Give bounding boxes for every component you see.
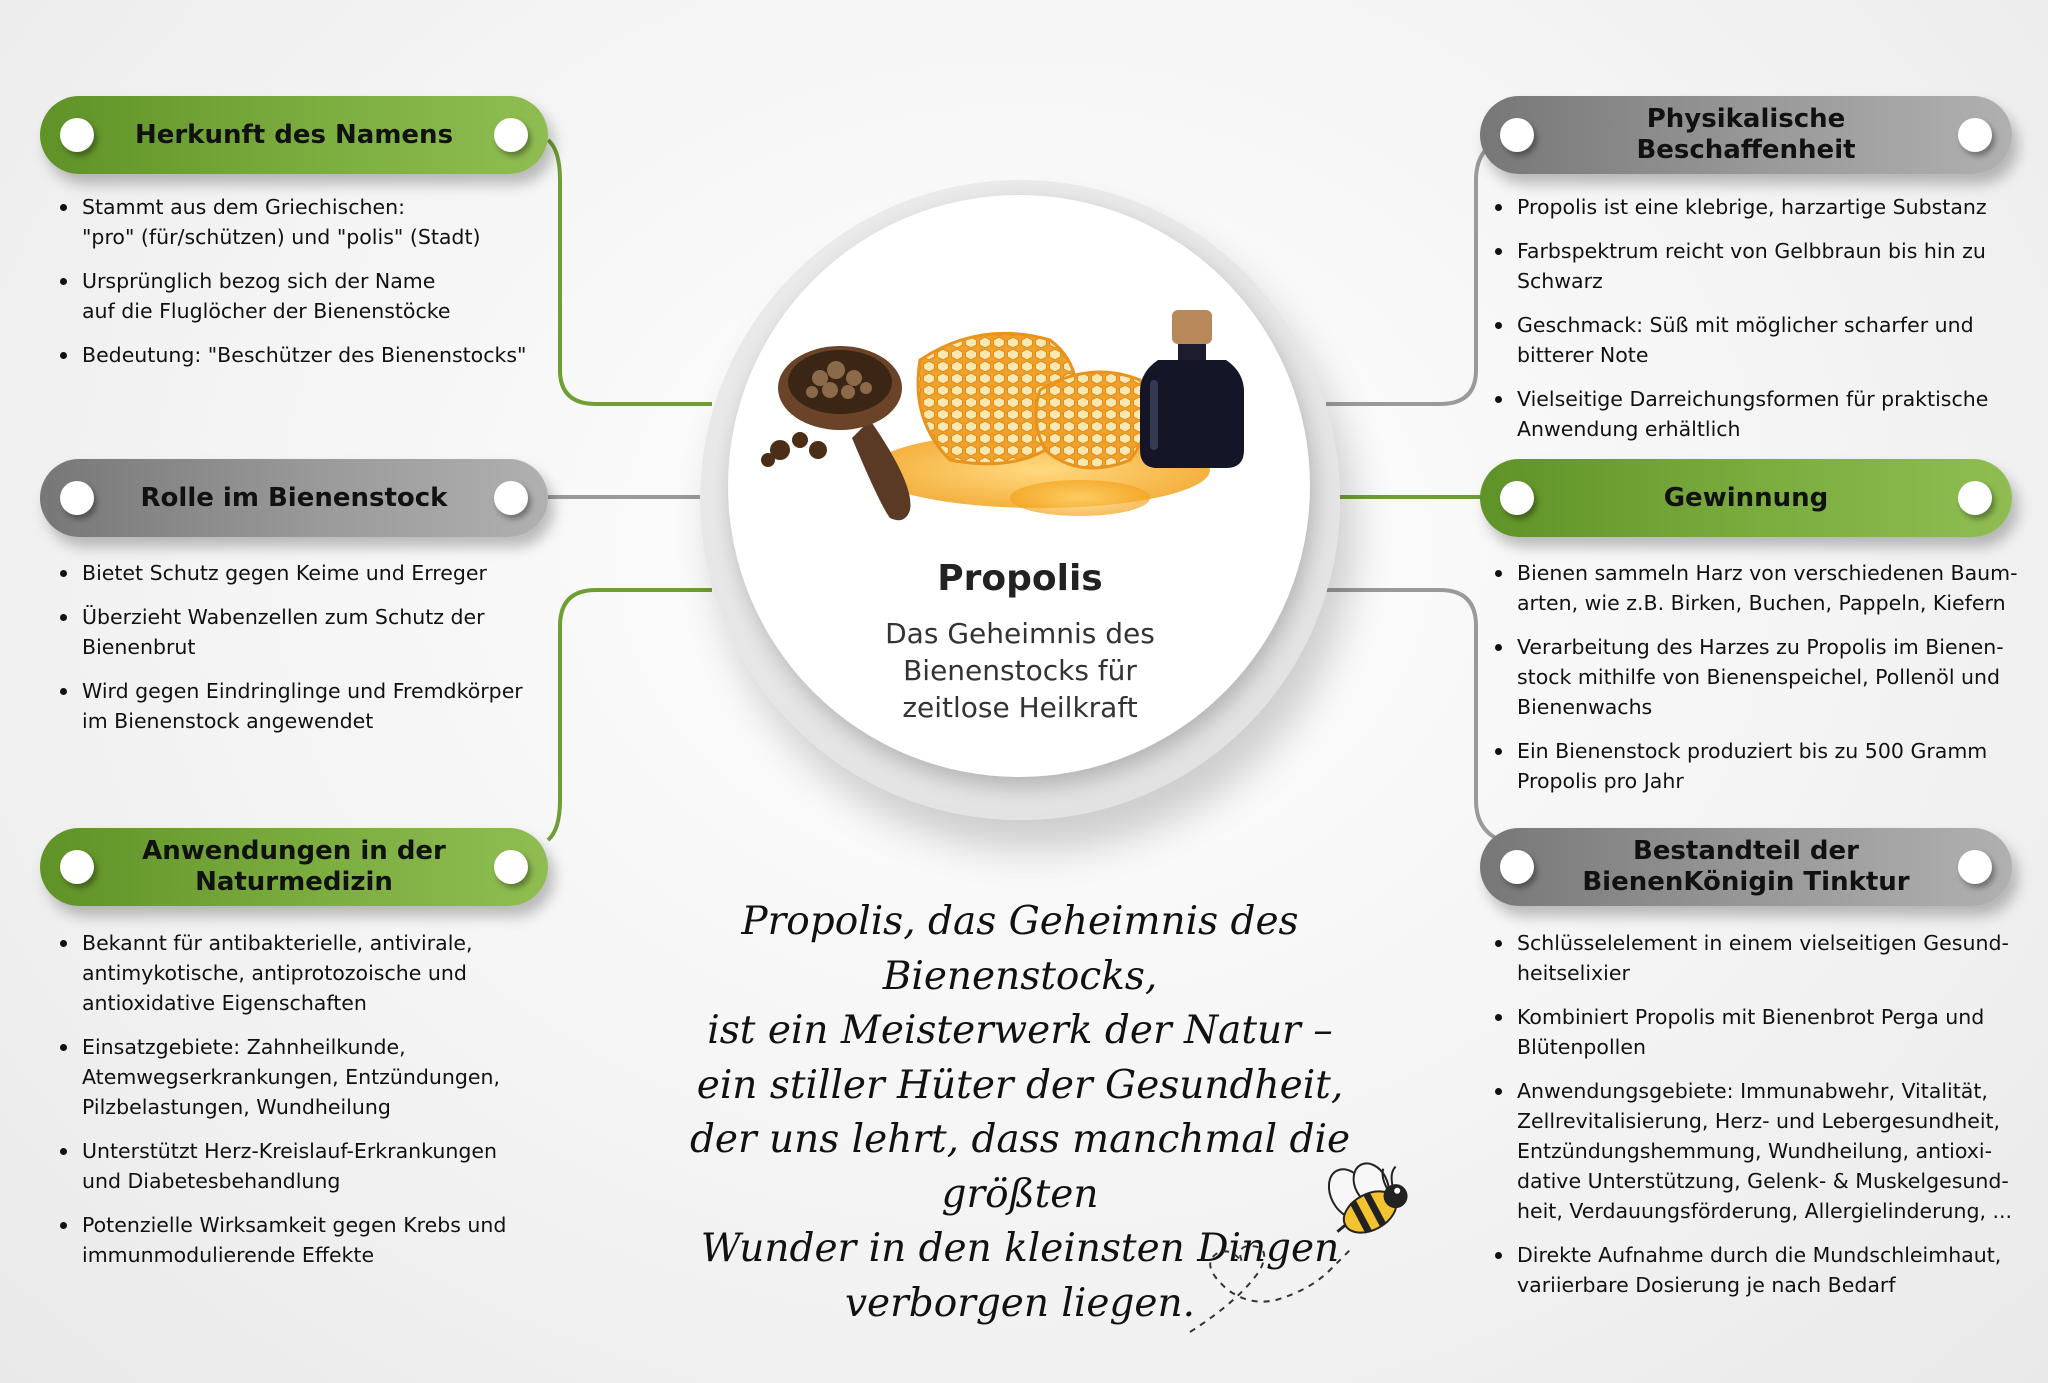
section-title-herkunft: Herkunft des Namens: [134, 119, 454, 150]
section-title-physikalisch: Physikalische Beschaffenheit: [1636, 104, 1856, 165]
list-item: Einsatzgebiete: Zahnheilkunde, Atemwegserkrankungen, Entzündungen, Pilzbelastungen, Wundheilung: [82, 1032, 582, 1122]
center-subtitle: Das Geheimnis des Bienenstocks für zeitlose Heilkraft: [885, 617, 1155, 724]
pill-rolle: [40, 459, 548, 537]
list-rolle: [60, 558, 562, 750]
section-title-gewinnung: Gewinnung: [1663, 482, 1829, 513]
list-item: Farbspektrum reicht von Gelbbraun bis hin zu Schwarz: [1517, 236, 2037, 296]
pill-dot-left: [60, 481, 94, 515]
list-physikalisch: [1495, 192, 2037, 458]
list-item: Bedeutung: "Beschützer des Bienenstocks": [82, 340, 562, 370]
list-item: Anwendungsgebiete: Immunabwehr, Vitalität, Zellrevitalisierung, Herz- und Lebergesundheit, Entzündungshemmung, Wundheilung, antioxi- dative Unterstützung, Gelenk- & Muskelgesund- heit, Verdauungsförderung, Allergielinderung, ...: [1517, 1076, 2047, 1226]
list-bestandteil: [1495, 928, 2047, 1314]
pill-dot-left: [60, 850, 94, 884]
section-title-rolle: Rolle im Bienenstock: [140, 482, 448, 513]
list-item: Schlüsselelement in einem vielseitigen Gesund- heitselixier: [1517, 928, 2047, 988]
connector-physikalisch: [1326, 140, 1500, 404]
pill-anwendungen: [40, 828, 548, 906]
pill-dot-right: [494, 481, 528, 515]
list-item: Unterstützt Herz-Kreislauf-Erkrankungen und Diabetesbehandlung: [82, 1136, 582, 1196]
pill-dot-right: [494, 118, 528, 152]
list-item: Potenzielle Wirksamkeit gegen Krebs und immunmodulierende Effekte: [82, 1210, 582, 1270]
center-title: Propolis: [937, 558, 1103, 599]
list-gewinnung: [1495, 558, 2047, 810]
list-anwendungen: [60, 928, 582, 1284]
connector-bestandteil: [1326, 590, 1500, 840]
list-item: Propolis ist eine klebrige, harzartige Substanz: [1517, 192, 2037, 222]
list-item: Kombiniert Propolis mit Bienenbrot Perga und Blütenpollen: [1517, 1002, 2047, 1062]
pill-physikalisch: [1480, 96, 2012, 174]
list-item: Ursprünglich bezog sich der Name auf die Fluglöcher der Bienenstöcke: [82, 266, 562, 326]
pill-dot-right: [1958, 850, 1992, 884]
quote-text: Propolis, das Geheimnis des Bienenstocks, ist ein Meisterwerk der Natur – ein stiller Hüter der Gesundheit, der uns lehrt, dass manchmal die größten Wunder in den kleinsten Dingen verborgen liegen.: [689, 899, 1351, 1326]
pill-dot-left: [1500, 118, 1534, 152]
list-item: Überzieht Wabenzellen zum Schutz der Bienenbrut: [82, 602, 562, 662]
pill-dot-left: [1500, 481, 1534, 515]
section-title-bestandteil: Bestandteil der BienenKönigin Tinktur: [1582, 836, 1910, 897]
list-herkunft: [60, 192, 562, 384]
list-item: Geschmack: Süß mit möglicher scharfer und bitterer Note: [1517, 310, 2037, 370]
list-item: Wird gegen Eindringlinge und Fremdkörper im Bienenstock angewendet: [82, 676, 562, 736]
pill-dot-left: [60, 118, 94, 152]
pill-dot-right: [1958, 481, 1992, 515]
pill-gewinnung: [1480, 459, 2012, 537]
list-item: Bekannt für antibakterielle, antivirale, antimykotische, antiprotozoische und antioxidative Eigenschaften: [82, 928, 582, 1018]
pill-bestandteil: [1480, 828, 2012, 906]
list-item: Ein Bienenstock produziert bis zu 500 Gramm Propolis pro Jahr: [1517, 736, 2047, 796]
connector-herkunft: [548, 140, 712, 404]
list-item: Bietet Schutz gegen Keime und Erreger: [82, 558, 562, 588]
pill-dot-right: [494, 850, 528, 884]
list-item: Vielseitige Darreichungsformen für praktische Anwendung erhältlich: [1517, 384, 2037, 444]
list-item: Verarbeitung des Harzes zu Propolis im Bienen- stock mithilfe von Bienenspeichel, Pollenöl und Bienenwachs: [1517, 632, 2047, 722]
connector-anwendungen: [548, 590, 712, 840]
list-item: Bienen sammeln Harz von verschiedenen Baum- arten, wie z.B. Birken, Buchen, Pappeln, Kiefern: [1517, 558, 2047, 618]
section-title-anwendungen: Anwendungen in der Naturmedizin: [142, 836, 446, 897]
propolis-honeycomb-illustration: [740, 300, 1260, 530]
bee-with-heart-trail-icon: [1180, 1150, 1440, 1340]
list-item: Stammt aus dem Griechischen: "pro" (für/schützen) und "polis" (Stadt): [82, 192, 562, 252]
list-item: Direkte Aufnahme durch die Mundschleimhaut, variierbare Dosierung je nach Bedarf: [1517, 1240, 2047, 1300]
pill-dot-right: [1958, 118, 1992, 152]
pill-herkunft: [40, 96, 548, 174]
pill-dot-left: [1500, 850, 1534, 884]
